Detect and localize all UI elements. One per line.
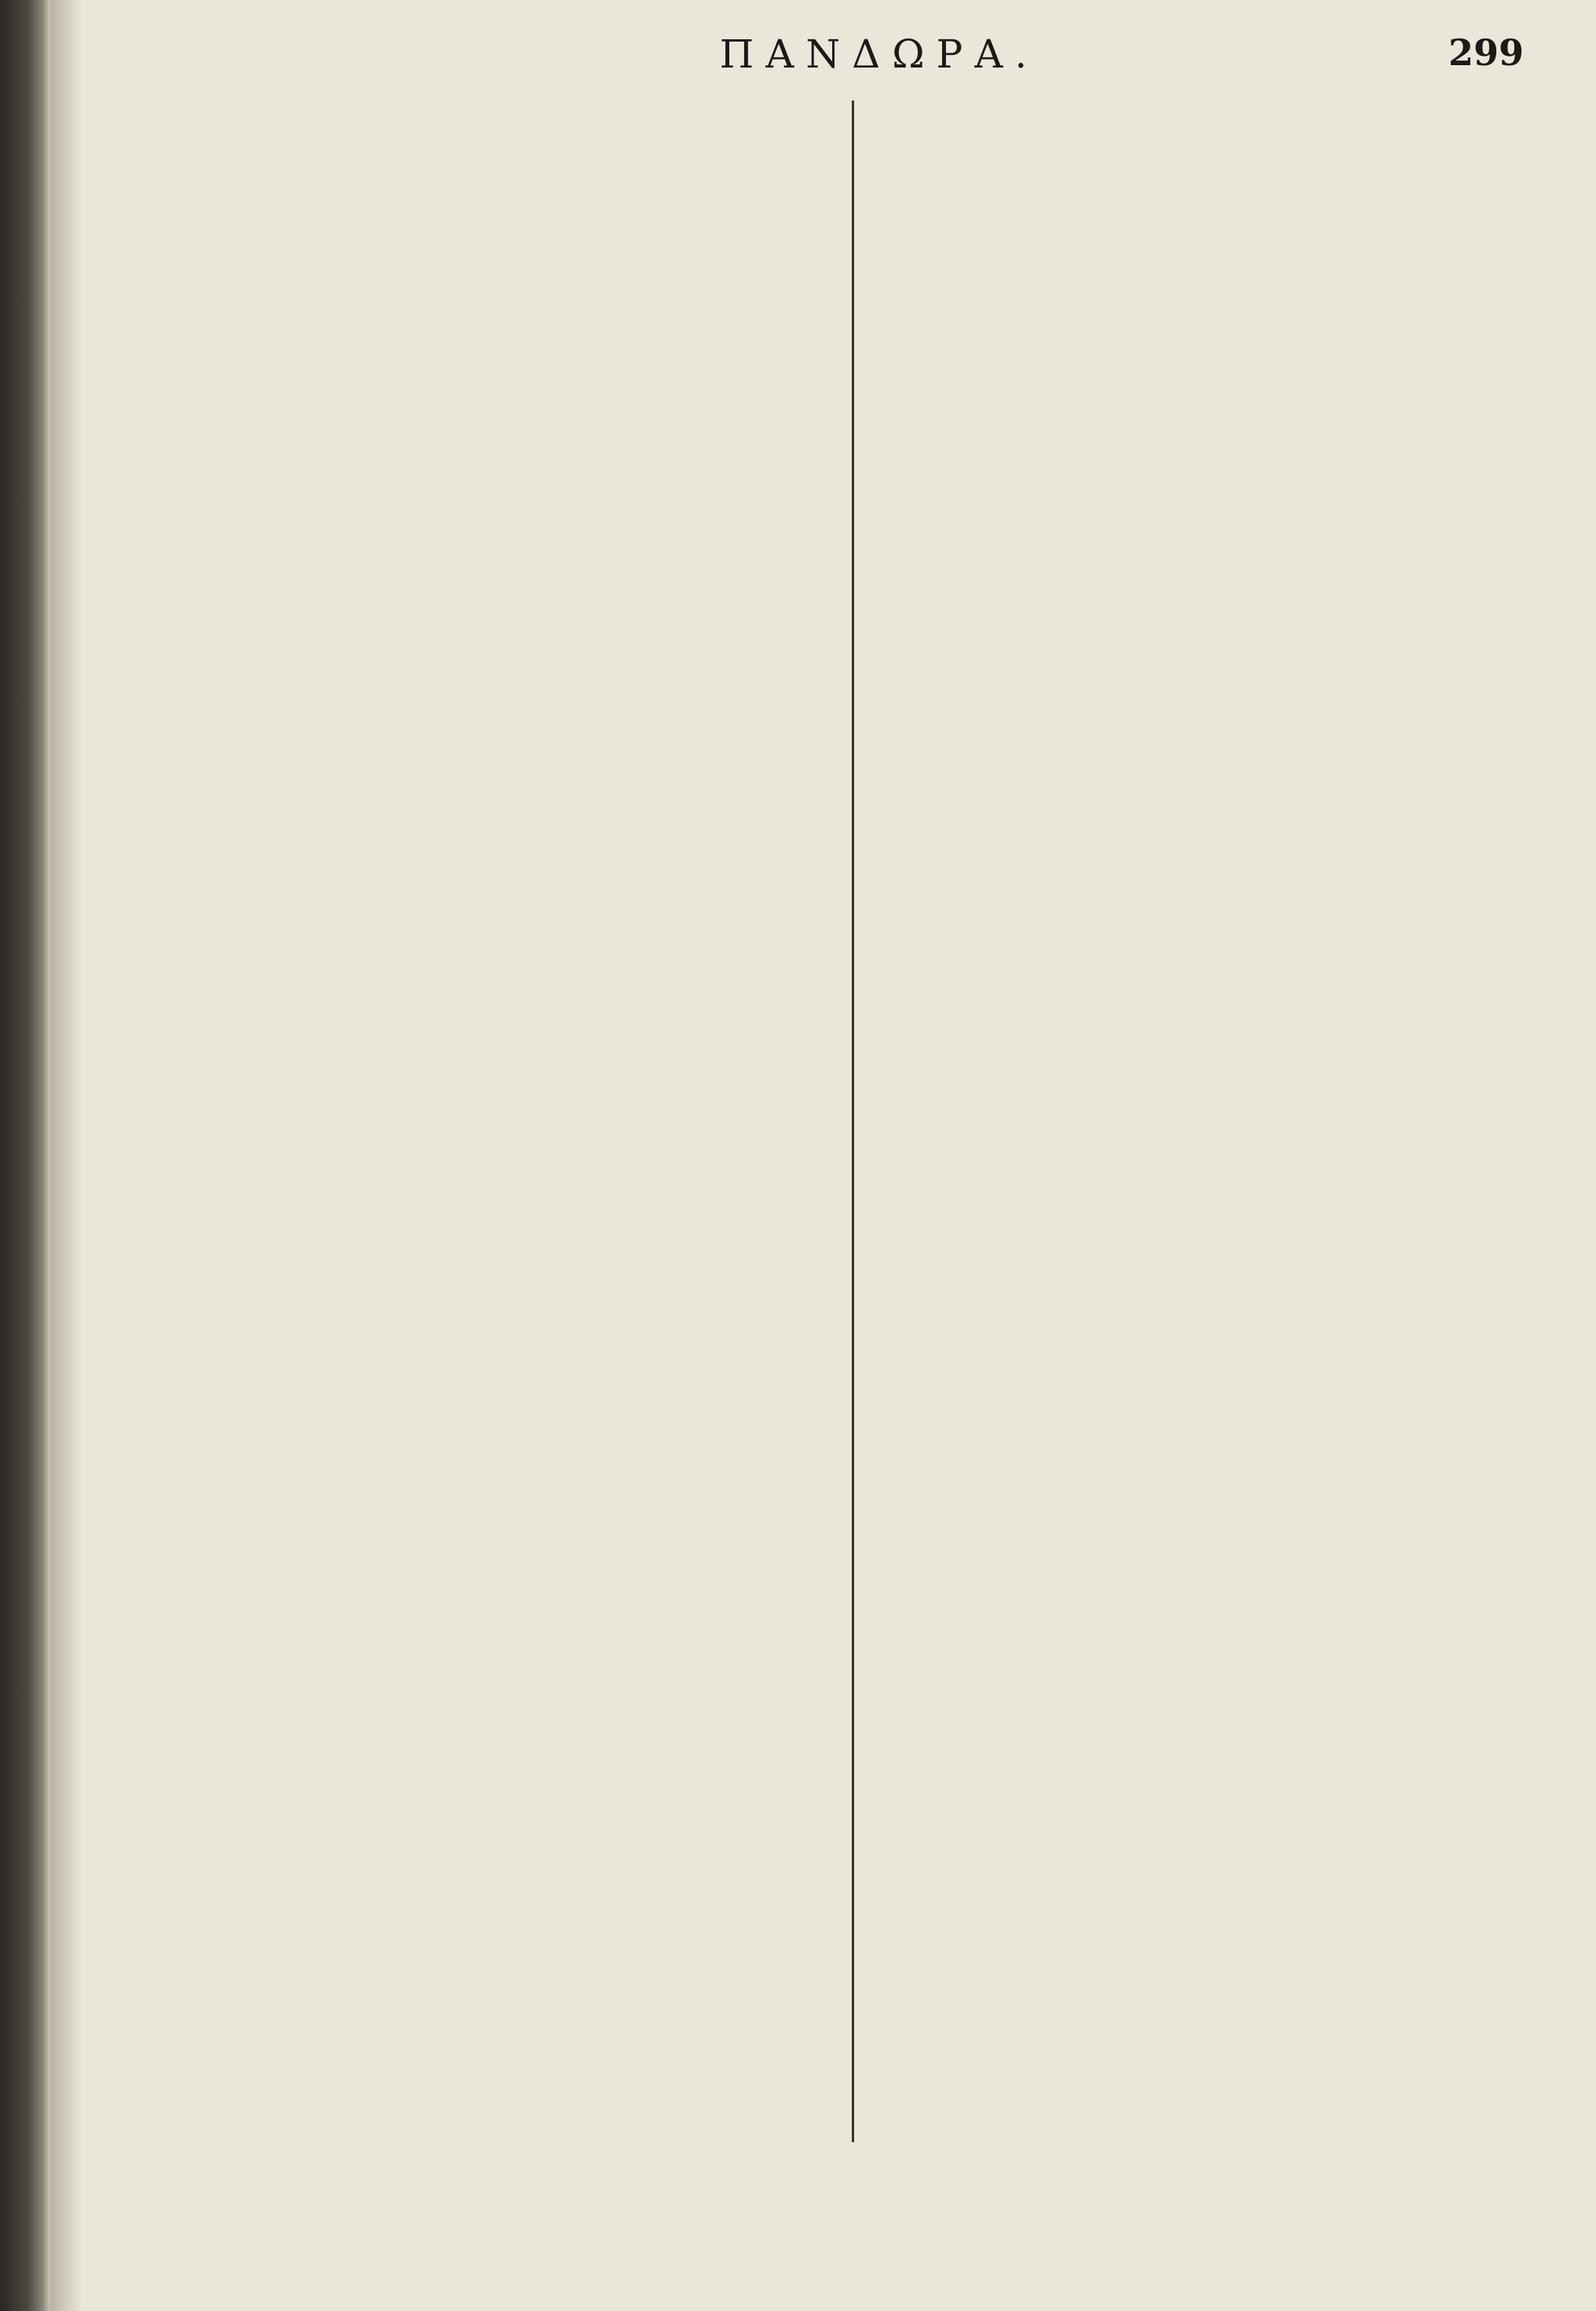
page-number: 299: [1448, 31, 1524, 74]
column-divider: [852, 101, 854, 2142]
book-spine: [0, 0, 50, 2311]
running-header: ΠΑΝΔΩΡΑ.: [719, 31, 1039, 77]
page-gutter-shadow: [50, 0, 82, 2311]
